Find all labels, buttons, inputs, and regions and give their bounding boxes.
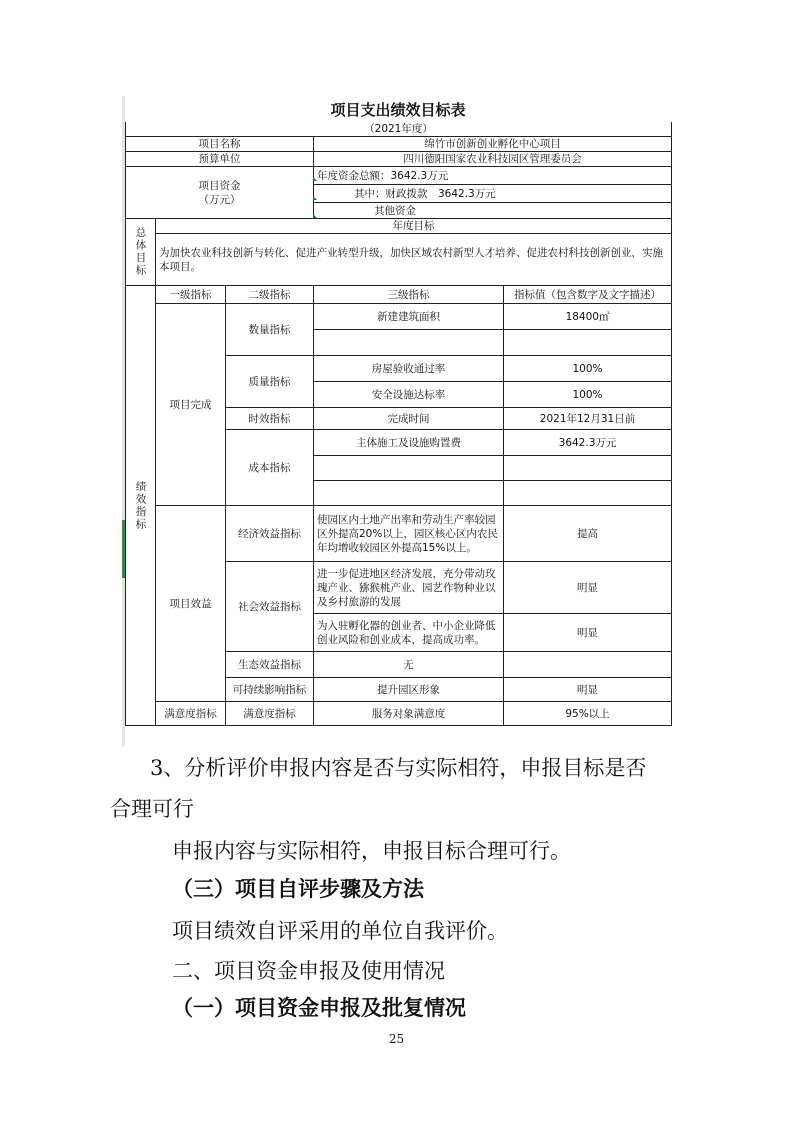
funds-label-line2: （万元）: [198, 193, 241, 206]
timeliness-value: 2021年12月31日前: [504, 408, 672, 430]
paragraph: 申报内容与实际相符，申报目标合理可行。: [172, 839, 571, 863]
timeliness-label: 时效指标: [226, 408, 314, 430]
project-name-label: 项目名称: [126, 137, 314, 152]
ecological-label: 生态效益指标: [226, 652, 314, 678]
economic-label: 经济效益指标: [226, 506, 314, 562]
ecological-indicator: 无: [314, 652, 504, 678]
paragraph-line: 3、分析评价申报内容是否与实际相符，申报目标是否: [150, 756, 647, 780]
page-number: 25: [388, 1032, 405, 1046]
quantity-indicator-1: 新建建筑面积: [314, 304, 504, 330]
social-indicator-2: 为入驻孵化器的创业者、中小企业降低创业风险和创业成本，提高成功率。: [314, 614, 504, 652]
perf-section-text: 绩效指标: [134, 480, 147, 531]
cost-indicator-3: [314, 481, 504, 506]
paragraph: 项目绩效自评采用的单位自我评价。: [172, 919, 508, 943]
header-value: 指标值（包含数字及文字描述）: [504, 286, 672, 304]
social-label: 社会效益指标: [226, 562, 314, 652]
quantity-value-1: 18400㎡: [504, 304, 672, 330]
social-value-1: 明显: [504, 562, 672, 614]
section-heading: （一）项目资金申报及批复情况: [172, 996, 466, 1020]
cost-label: 成本指标: [226, 430, 314, 506]
cost-value-2: [504, 456, 672, 481]
header-level2: 二级指标: [226, 286, 314, 304]
sustainable-value: 明显: [504, 678, 672, 702]
paragraph: 二、项目资金申报及使用情况: [172, 959, 445, 983]
table-title: 项目支出绩效目标表: [330, 101, 466, 119]
satisfaction-label: 满意度指标: [226, 702, 314, 726]
goal-section-text: 总体目标: [134, 227, 147, 277]
quality-value-1: 100%: [504, 356, 672, 382]
level1-benefit: 项目效益: [156, 506, 226, 702]
section-heading: （三）项目自评步骤及方法: [172, 877, 424, 901]
cost-indicator-1: 主体施工及设施购置费: [314, 430, 504, 456]
cell-comment-marker: [313, 214, 317, 218]
header-level3: 三级指标: [314, 286, 504, 304]
quantity-value-2: [504, 330, 672, 356]
timeliness-indicator: 完成时间: [314, 408, 504, 430]
funds-total: 年度资金总额：3642.3万元: [314, 167, 672, 185]
cost-value-3: [504, 481, 672, 506]
paragraph-line: 合理可行: [110, 797, 194, 821]
goal-section-label: [126, 219, 156, 286]
satisfaction-value: 95%以上: [504, 702, 672, 726]
year-cell: （2021年度）: [126, 122, 672, 137]
header-level1: 一级指标: [156, 286, 226, 304]
funds-other: 其他资金: [314, 203, 672, 219]
perf-section-label: [126, 286, 156, 726]
cost-value-1: 3642.3万元: [504, 430, 672, 456]
satisfaction-indicator: 服务对象满意度: [314, 702, 504, 726]
quantity-indicator-2: [314, 330, 504, 356]
social-value-2: 明显: [504, 614, 672, 652]
budget-unit-label: 预算单位: [126, 152, 314, 167]
cell-comment-marker: [313, 196, 317, 200]
social-indicator-1: 进一步促进地区经济发展，充分带动玫瑰产业、猕猴桃产业、园艺作物种业以及乡村旅游的发展: [314, 562, 504, 614]
funds-label: [126, 167, 314, 219]
sustainable-indicator: 提升园区形象: [314, 678, 504, 702]
quality-label: 质量指标: [226, 356, 314, 408]
performance-table: [125, 122, 672, 726]
sustainable-label: 可持续影响指标: [226, 678, 314, 702]
budget-unit-value: 四川德阳国家农业科技园区管理委员会: [314, 152, 672, 167]
annual-goal-text: 为加快农业科技创新与转化、促进产业转型升级，加快区域农村新型人才培养、促进农村科技创新创业，实施本项目。: [156, 234, 672, 286]
annual-goal-label: 年度目标: [156, 219, 672, 234]
level1-satisfaction: 满意度指标: [156, 702, 226, 726]
ecological-value: [504, 652, 672, 678]
level1-completion: 项目完成: [156, 304, 226, 506]
cost-indicator-2: [314, 456, 504, 481]
economic-indicator: 使园区内土地产出率和劳动生产率较园区外提高20%以上，园区核心区内农民年均增收较园区外提高15%以上。: [314, 506, 504, 562]
quality-indicator-1: 房屋验收通过率: [314, 356, 504, 382]
funds-fiscal: 其中：财政拨款 3642.3万元: [314, 185, 672, 203]
quality-value-2: 100%: [504, 382, 672, 408]
cell-comment-marker: [313, 177, 317, 181]
funds-label-line1: 项目资金: [198, 179, 241, 192]
quantity-label: 数量指标: [226, 304, 314, 356]
project-name-value: 绵竹市创新创业孵化中心项目: [314, 137, 672, 152]
quality-indicator-2: 安全设施达标率: [314, 382, 504, 408]
economic-value: 提高: [504, 506, 672, 562]
